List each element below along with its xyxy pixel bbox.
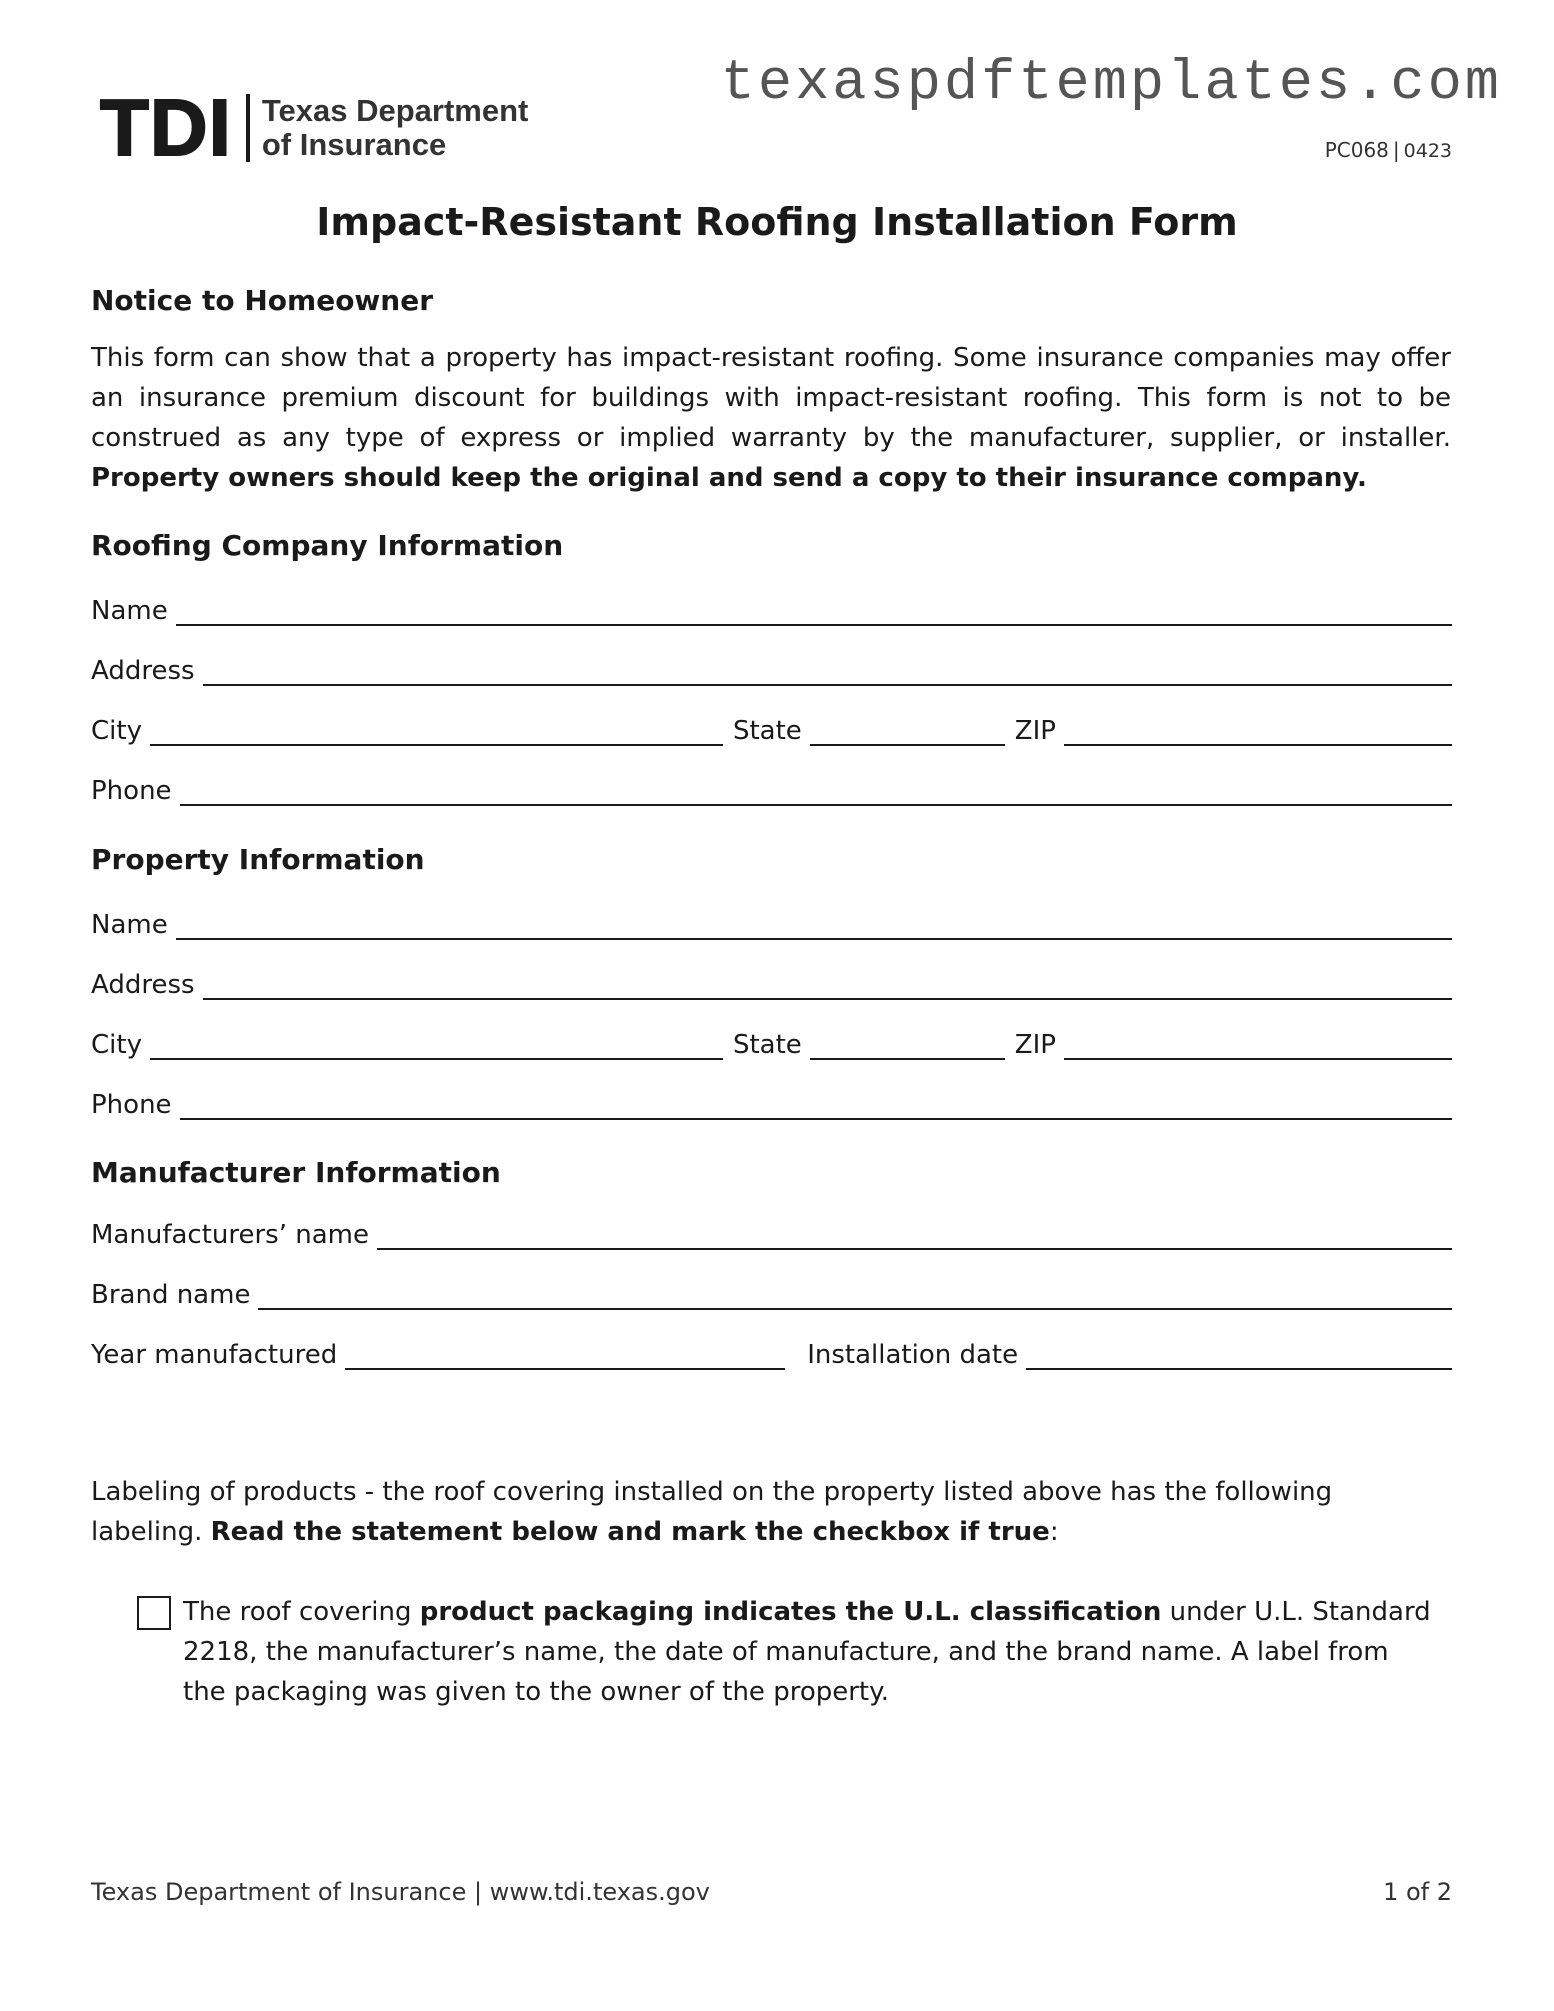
labeling-bold: Read the statement below and mark the checkbox if true xyxy=(210,1517,1050,1547)
form-number: PC068 xyxy=(1324,138,1389,162)
logo-mark: TDI xyxy=(100,83,232,172)
year-manufactured-field[interactable] xyxy=(345,1344,785,1370)
roofing-phone-field[interactable] xyxy=(180,780,1452,806)
roofing-name-label: Name xyxy=(91,596,168,626)
logo-divider xyxy=(246,94,250,162)
installation-date-field[interactable] xyxy=(1026,1344,1452,1370)
form-code: PC068 | 0423 xyxy=(1324,138,1452,162)
roofing-phone-label: Phone xyxy=(91,776,172,806)
property-name-field[interactable] xyxy=(176,914,1452,940)
property-zip-label: ZIP xyxy=(1014,1030,1056,1060)
roofing-address-field[interactable] xyxy=(203,660,1452,686)
statement-pre: The roof covering xyxy=(183,1597,420,1627)
property-city-field[interactable] xyxy=(150,1034,723,1060)
installation-date-label: Installation date xyxy=(807,1340,1019,1370)
manufacturer-heading: Manufacturer Information xyxy=(91,1156,501,1189)
roofing-name-row xyxy=(91,592,1452,626)
ul-classification-statement xyxy=(183,1592,1437,1712)
property-state-label: State xyxy=(732,1030,802,1060)
notice-bold: Property owners should keep the original and send a copy to their insurance company. xyxy=(91,463,1367,493)
notice-heading: Notice to Homeowner xyxy=(91,284,434,317)
property-state-field[interactable] xyxy=(810,1034,1005,1060)
property-address-field[interactable] xyxy=(203,974,1452,1000)
year-manufactured-label: Year manufactured xyxy=(91,1340,338,1370)
roofing-city-row xyxy=(91,712,1452,746)
page-title: Impact-Resistant Roofing Installation Form xyxy=(316,200,1238,244)
property-phone-field[interactable] xyxy=(180,1094,1452,1120)
roofing-name-field[interactable] xyxy=(176,600,1452,626)
property-city-row xyxy=(91,1026,1452,1060)
property-zip-field[interactable] xyxy=(1064,1034,1452,1060)
property-name-label: Name xyxy=(91,910,168,940)
logo-line2: of Insurance xyxy=(261,127,447,162)
labeling-text xyxy=(91,1472,1451,1552)
roofing-heading: Roofing Company Information xyxy=(91,529,564,562)
tdi-logo xyxy=(100,83,529,172)
roofing-address-label: Address xyxy=(91,656,195,686)
ul-classification-checkbox[interactable] xyxy=(137,1596,171,1630)
roofing-city-label: City xyxy=(91,716,142,746)
brand-name-field[interactable] xyxy=(258,1284,1452,1310)
statement-post: under U.L. Standard 2218, the manufacturer’s name, the date of manufacture, and the brand name. A label from the packaging was given to the owner of the property. xyxy=(183,1597,1431,1707)
year-install-row xyxy=(91,1336,1452,1370)
property-name-row xyxy=(91,906,1452,940)
statement-bold: product packaging indicates the U.L. classification xyxy=(419,1597,1162,1627)
form-revision: 0423 xyxy=(1403,140,1452,162)
roofing-city-field[interactable] xyxy=(150,720,723,746)
brand-name-label: Brand name xyxy=(91,1280,251,1310)
roofing-address-row xyxy=(91,652,1452,686)
logo-text xyxy=(262,94,528,162)
roofing-zip-label: ZIP xyxy=(1014,716,1056,746)
property-phone-row xyxy=(91,1086,1452,1120)
property-city-label: City xyxy=(91,1030,142,1060)
labeling-colon: : xyxy=(1049,1517,1059,1547)
property-heading: Property Information xyxy=(91,843,425,876)
watermark: texaspdftemplates.com xyxy=(720,52,1502,116)
notice-text xyxy=(91,338,1451,498)
property-address-row xyxy=(91,966,1452,1000)
labeling-body: Labeling of products - the roof covering installed on the property listed above has the following labeling. xyxy=(91,1477,1333,1547)
manufacturer-name-field[interactable] xyxy=(377,1224,1452,1250)
property-address-label: Address xyxy=(91,970,195,1000)
manufacturer-name-row xyxy=(91,1216,1452,1250)
roofing-state-field[interactable] xyxy=(810,720,1005,746)
manufacturer-name-label: Manufacturers’ name xyxy=(91,1220,369,1250)
brand-name-row xyxy=(91,1276,1452,1310)
roofing-zip-field[interactable] xyxy=(1064,720,1452,746)
roofing-phone-row xyxy=(91,772,1452,806)
ul-classification-row xyxy=(137,1592,1437,1712)
page-number: 1 of 2 xyxy=(1383,1878,1452,1906)
notice-body: This form can show that a property has impact-resistant roofing. Some insurance companies may offer an insurance premium discount for buildings with impact-resistant roofing. This form is not to be construed as any type of express or implied warranty by the manufacturer, supplier, or installer. xyxy=(91,343,1451,453)
logo-line1: Texas Department xyxy=(261,93,529,128)
property-phone-label: Phone xyxy=(91,1090,172,1120)
roofing-state-label: State xyxy=(732,716,802,746)
footer-agency: Texas Department of Insurance | www.tdi.texas.gov xyxy=(91,1878,710,1906)
